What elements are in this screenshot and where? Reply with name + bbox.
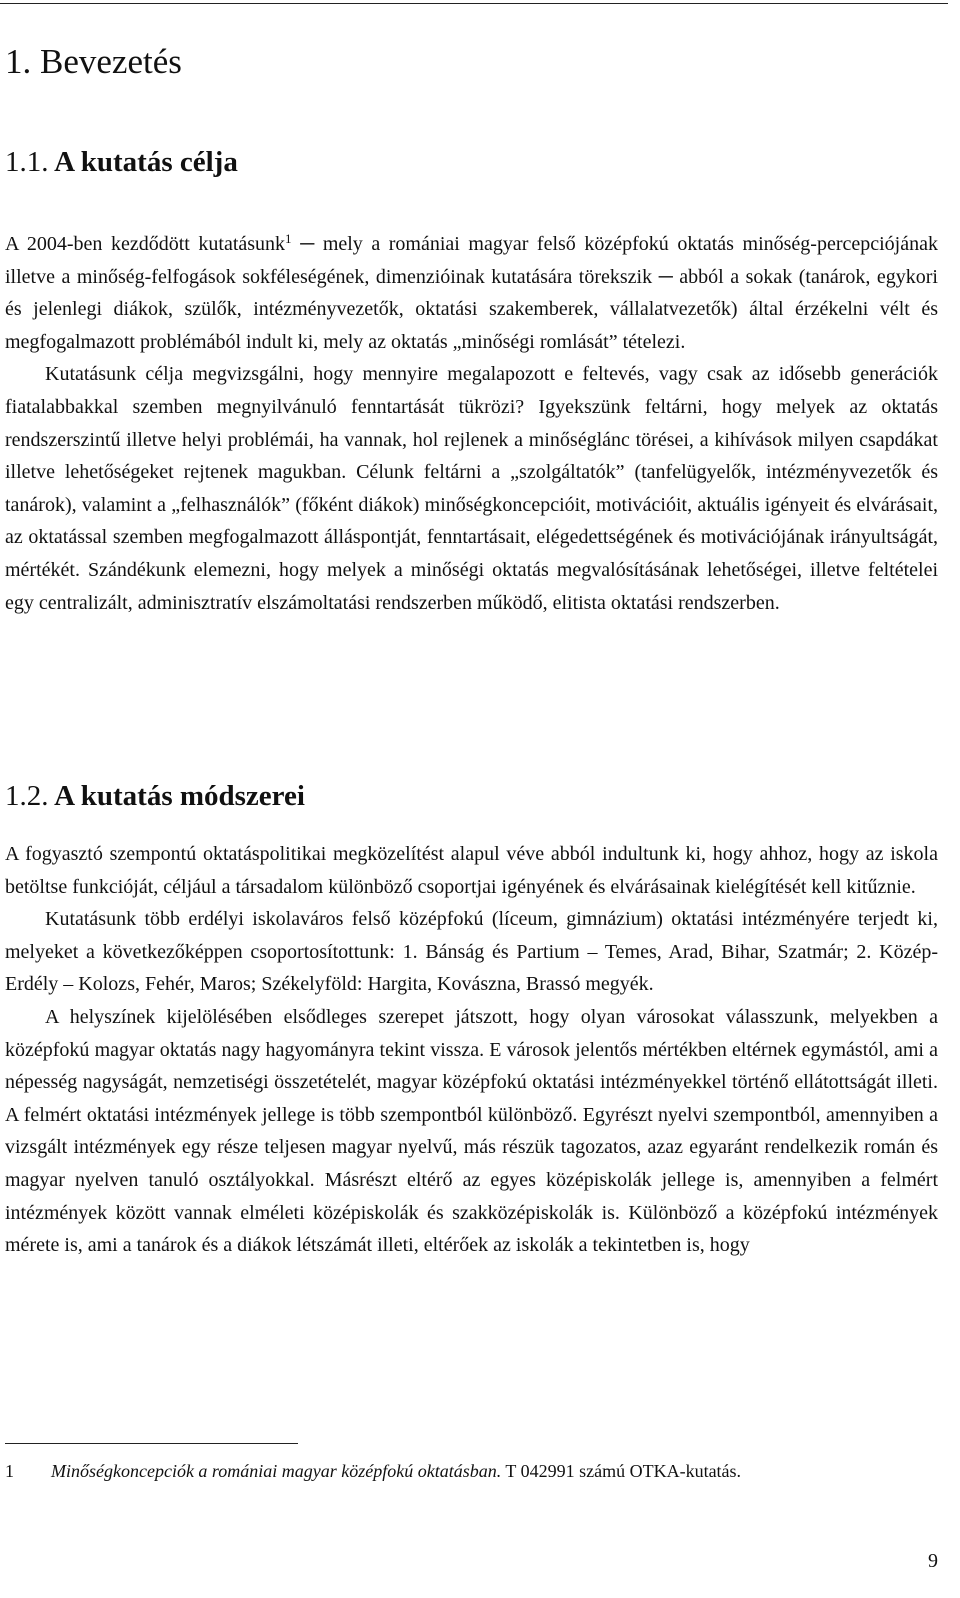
section-number: 1.2. bbox=[5, 780, 49, 812]
footnote-title: Minőségkoncepciók a romániai magyar középfokú oktatásban. bbox=[51, 1461, 502, 1481]
paragraph bbox=[5, 228, 938, 358]
footnote-reference[interactable]: 1 bbox=[285, 231, 292, 246]
paragraph: Kutatásunk több erdélyi iskolaváros felső középfokú (líceum, gimnázium) oktatási intézményére terjedt ki, melyeket a következőképpen csoportosítottunk: 1. Bánság és Partium – Temes, Arad, Bihar, Szatmár; 2. Közép-Erdély – Kolozs, Fehér, Maros; Székelyföld: Hargita, Kovászna, Brassó megyék. bbox=[5, 908, 938, 996]
footnote-number: 1 bbox=[5, 1461, 14, 1481]
section-title: A kutatás módszerei bbox=[54, 780, 305, 812]
paragraph: A helyszínek kijelölésében elsődleges szerepet játszott, hogy olyan városokat válasszunk, melyekben a középfokú magyar oktatás nagy hagyományra tekint vissza. E városok jelentős mértékben eltérnek egymástól, ami a népesség nagyságát, nemzetiségi összetételét, magyar középfokú oktatási intézményekkel történő ellátottságát illeti. A felmért oktatási intézmények jellege is több szempontból különböző. Egyrészt nyelvi szempontból, amennyiben a vizsgált intézmények egy része teljesen magyar nyelvű, más részük tagozatos, azaz egyaránt rendelkezik román és magyar nyelven tanuló osztályokkal. Másrészt eltérő az egyes középiskolák jellege is, amennyiben a felmért intézmények között vannak elméleti középiskolák és szakközépiskolák is. Különböző a középfokú intézmények mérete is, ami a tanárok és a diákok létszámát illeti, eltérőek az iskolák a tekintetben is, hogy bbox=[5, 1005, 938, 1257]
header-rule bbox=[0, 3, 948, 4]
section-number: 1.1. bbox=[5, 146, 49, 178]
section-1-2-body bbox=[5, 838, 938, 1262]
paragraph-text: A 2004-ben kezdődött kutatásunk bbox=[5, 233, 286, 255]
section-title: A kutatás célja bbox=[54, 146, 238, 178]
chapter-title: 1. Bevezetés bbox=[5, 42, 182, 81]
paragraph-text: ─ mely a romániai magyar felső középfokú oktatás minőség-percepciójának illetve a minőség-felfogások sokféleségének, dimenzióinak kutatására törekszik ─ abból a sokak (tanárok, egykori és jelenlegi diákok, szülők, intézményvezetők, oktatási szakemberek, vállalatvezetők) által érzékelni vélt és megfogalmazott problémából indult ki, mely az oktatás „minőségi romlását” tételezi. bbox=[5, 233, 938, 353]
page-number: 9 bbox=[928, 1550, 938, 1572]
footnote bbox=[5, 1458, 938, 1484]
footnote-divider bbox=[5, 1443, 298, 1444]
paragraph: Kutatásunk célja megvizsgálni, hogy mennyire megalapozott e feltevés, vagy csak az idősebb generációk fiatalabbakkal szemben megnyilvánuló fenntartását tükrözi? Igyekszünk feltárni, hogy melyek az oktatás rendszerszintű illetve helyi problémái, ha vannak, hol rejlenek a minőséglánc törései, a kihívások milyen csapdákat illetve lehetőségeket rejtenek magukban. Célunk feltárni a „szolgáltatók” (tanfelügyelők, intézményvezetők és tanárok), valamint a „felhasználók” (főként diákok) minőségkoncepcióit, motivációit, aktuális igényeit és elvárásait, az oktatással szemben megfogalmazott álláspontját, fenntartásait, elégedettségének és motivációjának irányultságát, mértékét. Szándékunk elemezni, hogy melyek a minőségi oktatás megvalósításának lehetőségei, illetve feltételei egy centralizált, adminisztratív elszámoltatási rendszerben működő, elitista oktatási rendszerben. bbox=[5, 363, 938, 614]
section-heading-1-2 bbox=[5, 776, 305, 816]
paragraph: A fogyasztó szempontú oktatáspolitikai megközelítést alapul véve abból indultunk ki, hogy ahhoz, hogy az iskola betöltse funkcióját, céljául a társadalom különböző csoportjai igényének és elvárásainak kielégítését kell kitűznie. bbox=[5, 843, 938, 898]
section-heading-1-1 bbox=[5, 142, 238, 182]
footnote-text: T 042991 számú OTKA-kutatás. bbox=[501, 1461, 742, 1481]
section-1-1-body bbox=[5, 228, 938, 619]
